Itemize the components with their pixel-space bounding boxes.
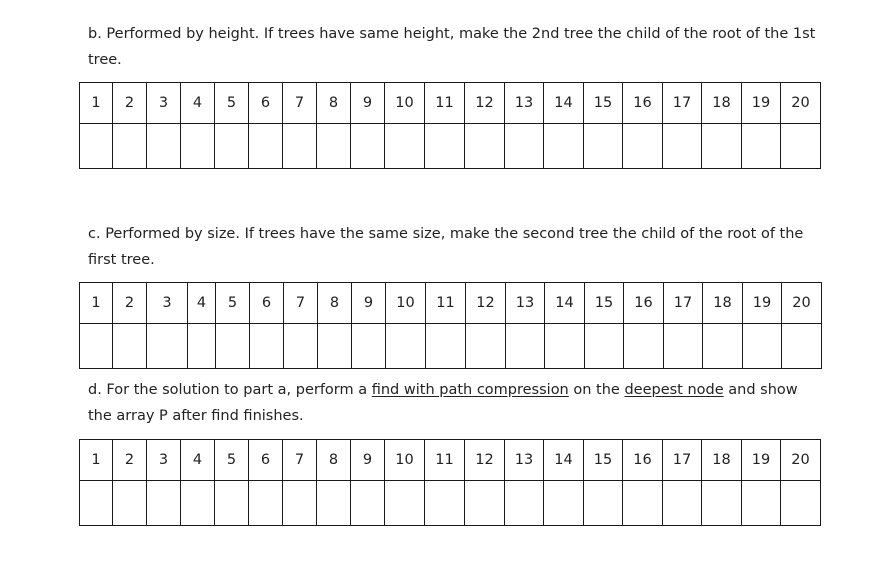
value-cell[interactable] [284,324,318,369]
index-cell: 14 [544,440,584,481]
value-row [80,324,822,369]
value-cell[interactable] [181,124,215,169]
index-cell: 17 [663,83,702,124]
value-cell[interactable] [623,124,663,169]
section-c-text: c. Performed by size. If trees have the same size, make the second tree the child of the root of the first tree. [88,226,804,268]
value-cell[interactable] [80,124,113,169]
index-cell: 15 [584,83,623,124]
value-cell[interactable] [585,324,624,369]
value-cell[interactable] [283,124,317,169]
index-cell: 10 [385,440,425,481]
index-cell: 20 [781,83,821,124]
deepest-node-term: deepest node [624,382,724,398]
value-cell[interactable] [283,481,317,526]
value-cell[interactable] [113,481,147,526]
index-cell: 15 [585,283,624,324]
value-cell[interactable] [742,481,781,526]
value-cell[interactable] [781,481,821,526]
value-cell[interactable] [743,324,782,369]
value-cell[interactable] [317,481,351,526]
value-cell[interactable] [351,481,385,526]
value-cell[interactable] [249,481,283,526]
index-cell: 13 [505,440,544,481]
index-cell: 9 [351,83,385,124]
index-cell: 4 [188,283,216,324]
index-cell: 7 [283,83,317,124]
index-cell: 18 [702,440,742,481]
value-cell[interactable] [80,481,113,526]
index-cell: 11 [425,440,465,481]
value-cell[interactable] [215,124,249,169]
index-cell: 18 [702,83,742,124]
index-cell: 11 [426,283,466,324]
index-cell: 12 [465,440,505,481]
index-cell: 19 [743,283,782,324]
value-row [80,481,821,526]
index-cell: 7 [283,440,317,481]
value-cell[interactable] [584,481,623,526]
index-cell: 13 [505,83,544,124]
index-cell: 2 [113,283,147,324]
index-cell: 5 [215,83,249,124]
index-cell: 3 [147,440,181,481]
value-cell[interactable] [215,481,249,526]
index-cell: 9 [351,440,385,481]
value-cell[interactable] [506,324,545,369]
index-cell: 19 [742,83,781,124]
value-cell[interactable] [465,481,505,526]
value-cell[interactable] [181,481,215,526]
index-cell: 1 [80,440,113,481]
index-cell: 20 [781,440,821,481]
value-cell[interactable] [624,324,664,369]
index-cell: 12 [466,283,506,324]
index-cell: 3 [147,83,181,124]
array-table-b [79,82,821,169]
index-cell: 6 [250,283,284,324]
find-path-compression-term: find with path compression [371,382,569,398]
index-cell: 7 [284,283,318,324]
value-cell[interactable] [781,124,821,169]
index-cell: 3 [147,283,188,324]
index-row [80,440,821,481]
index-cell: 17 [663,440,702,481]
value-cell[interactable] [113,324,147,369]
value-cell[interactable] [113,124,147,169]
value-cell[interactable] [544,481,584,526]
value-cell[interactable] [663,481,702,526]
value-cell[interactable] [147,124,181,169]
index-cell: 14 [545,283,585,324]
value-cell[interactable] [703,324,743,369]
value-cell[interactable] [505,124,544,169]
value-cell[interactable] [385,124,425,169]
value-cell[interactable] [147,324,188,369]
value-cell[interactable] [249,124,283,169]
index-cell: 2 [113,83,147,124]
section-d-text-part2: on the [568,382,625,398]
index-cell: 1 [80,83,113,124]
index-cell: 15 [584,440,623,481]
value-cell[interactable] [147,481,181,526]
value-cell[interactable] [317,124,351,169]
index-cell: 13 [506,283,545,324]
index-cell: 1 [80,283,113,324]
index-cell: 9 [352,283,386,324]
index-cell: 16 [623,440,663,481]
value-cell[interactable] [426,324,466,369]
value-cell[interactable] [425,124,465,169]
value-cell[interactable] [385,481,425,526]
index-cell: 11 [425,83,465,124]
section-d-text-part1: d. For the solution to part a, perform a [88,382,372,398]
index-cell: 8 [317,440,351,481]
index-cell: 17 [664,283,703,324]
value-cell[interactable] [663,124,702,169]
index-cell: 8 [317,83,351,124]
value-cell[interactable] [544,124,584,169]
value-cell[interactable] [425,481,465,526]
value-cell[interactable] [664,324,703,369]
value-cell[interactable] [702,481,742,526]
value-cell[interactable] [352,324,386,369]
index-row [80,283,822,324]
index-cell: 4 [181,83,215,124]
value-cell[interactable] [216,324,250,369]
index-cell: 2 [113,440,147,481]
array-table-d [79,439,821,526]
array-table-c [79,282,822,369]
value-cell[interactable] [505,481,544,526]
index-cell: 5 [216,283,250,324]
value-cell[interactable] [80,324,113,369]
value-cell[interactable] [250,324,284,369]
index-cell: 8 [318,283,352,324]
value-cell[interactable] [318,324,352,369]
value-cell[interactable] [702,124,742,169]
index-cell: 5 [215,440,249,481]
index-cell: 16 [624,283,664,324]
value-cell[interactable] [466,324,506,369]
index-cell: 4 [181,440,215,481]
index-cell: 6 [249,440,283,481]
value-cell[interactable] [584,124,623,169]
value-cell[interactable] [782,324,822,369]
index-cell: 6 [249,83,283,124]
value-cell[interactable] [465,124,505,169]
index-cell: 10 [386,283,426,324]
value-cell[interactable] [742,124,781,169]
value-cell[interactable] [623,481,663,526]
section-b-text: b. Performed by height. If trees have same height, make the 2nd tree the child of the root of the 1st tree. [88,26,816,68]
index-cell: 18 [703,283,743,324]
section-d-text [88,377,823,429]
value-cell[interactable] [188,324,216,369]
index-cell: 20 [782,283,822,324]
index-cell: 14 [544,83,584,124]
value-cell[interactable] [386,324,426,369]
value-row [80,124,821,169]
index-cell: 16 [623,83,663,124]
value-cell[interactable] [545,324,585,369]
value-cell[interactable] [351,124,385,169]
index-cell: 12 [465,83,505,124]
section-d-text-part3: and show the array P after find finishes. [88,382,798,424]
index-cell: 19 [742,440,781,481]
index-cell: 10 [385,83,425,124]
index-row [80,83,821,124]
